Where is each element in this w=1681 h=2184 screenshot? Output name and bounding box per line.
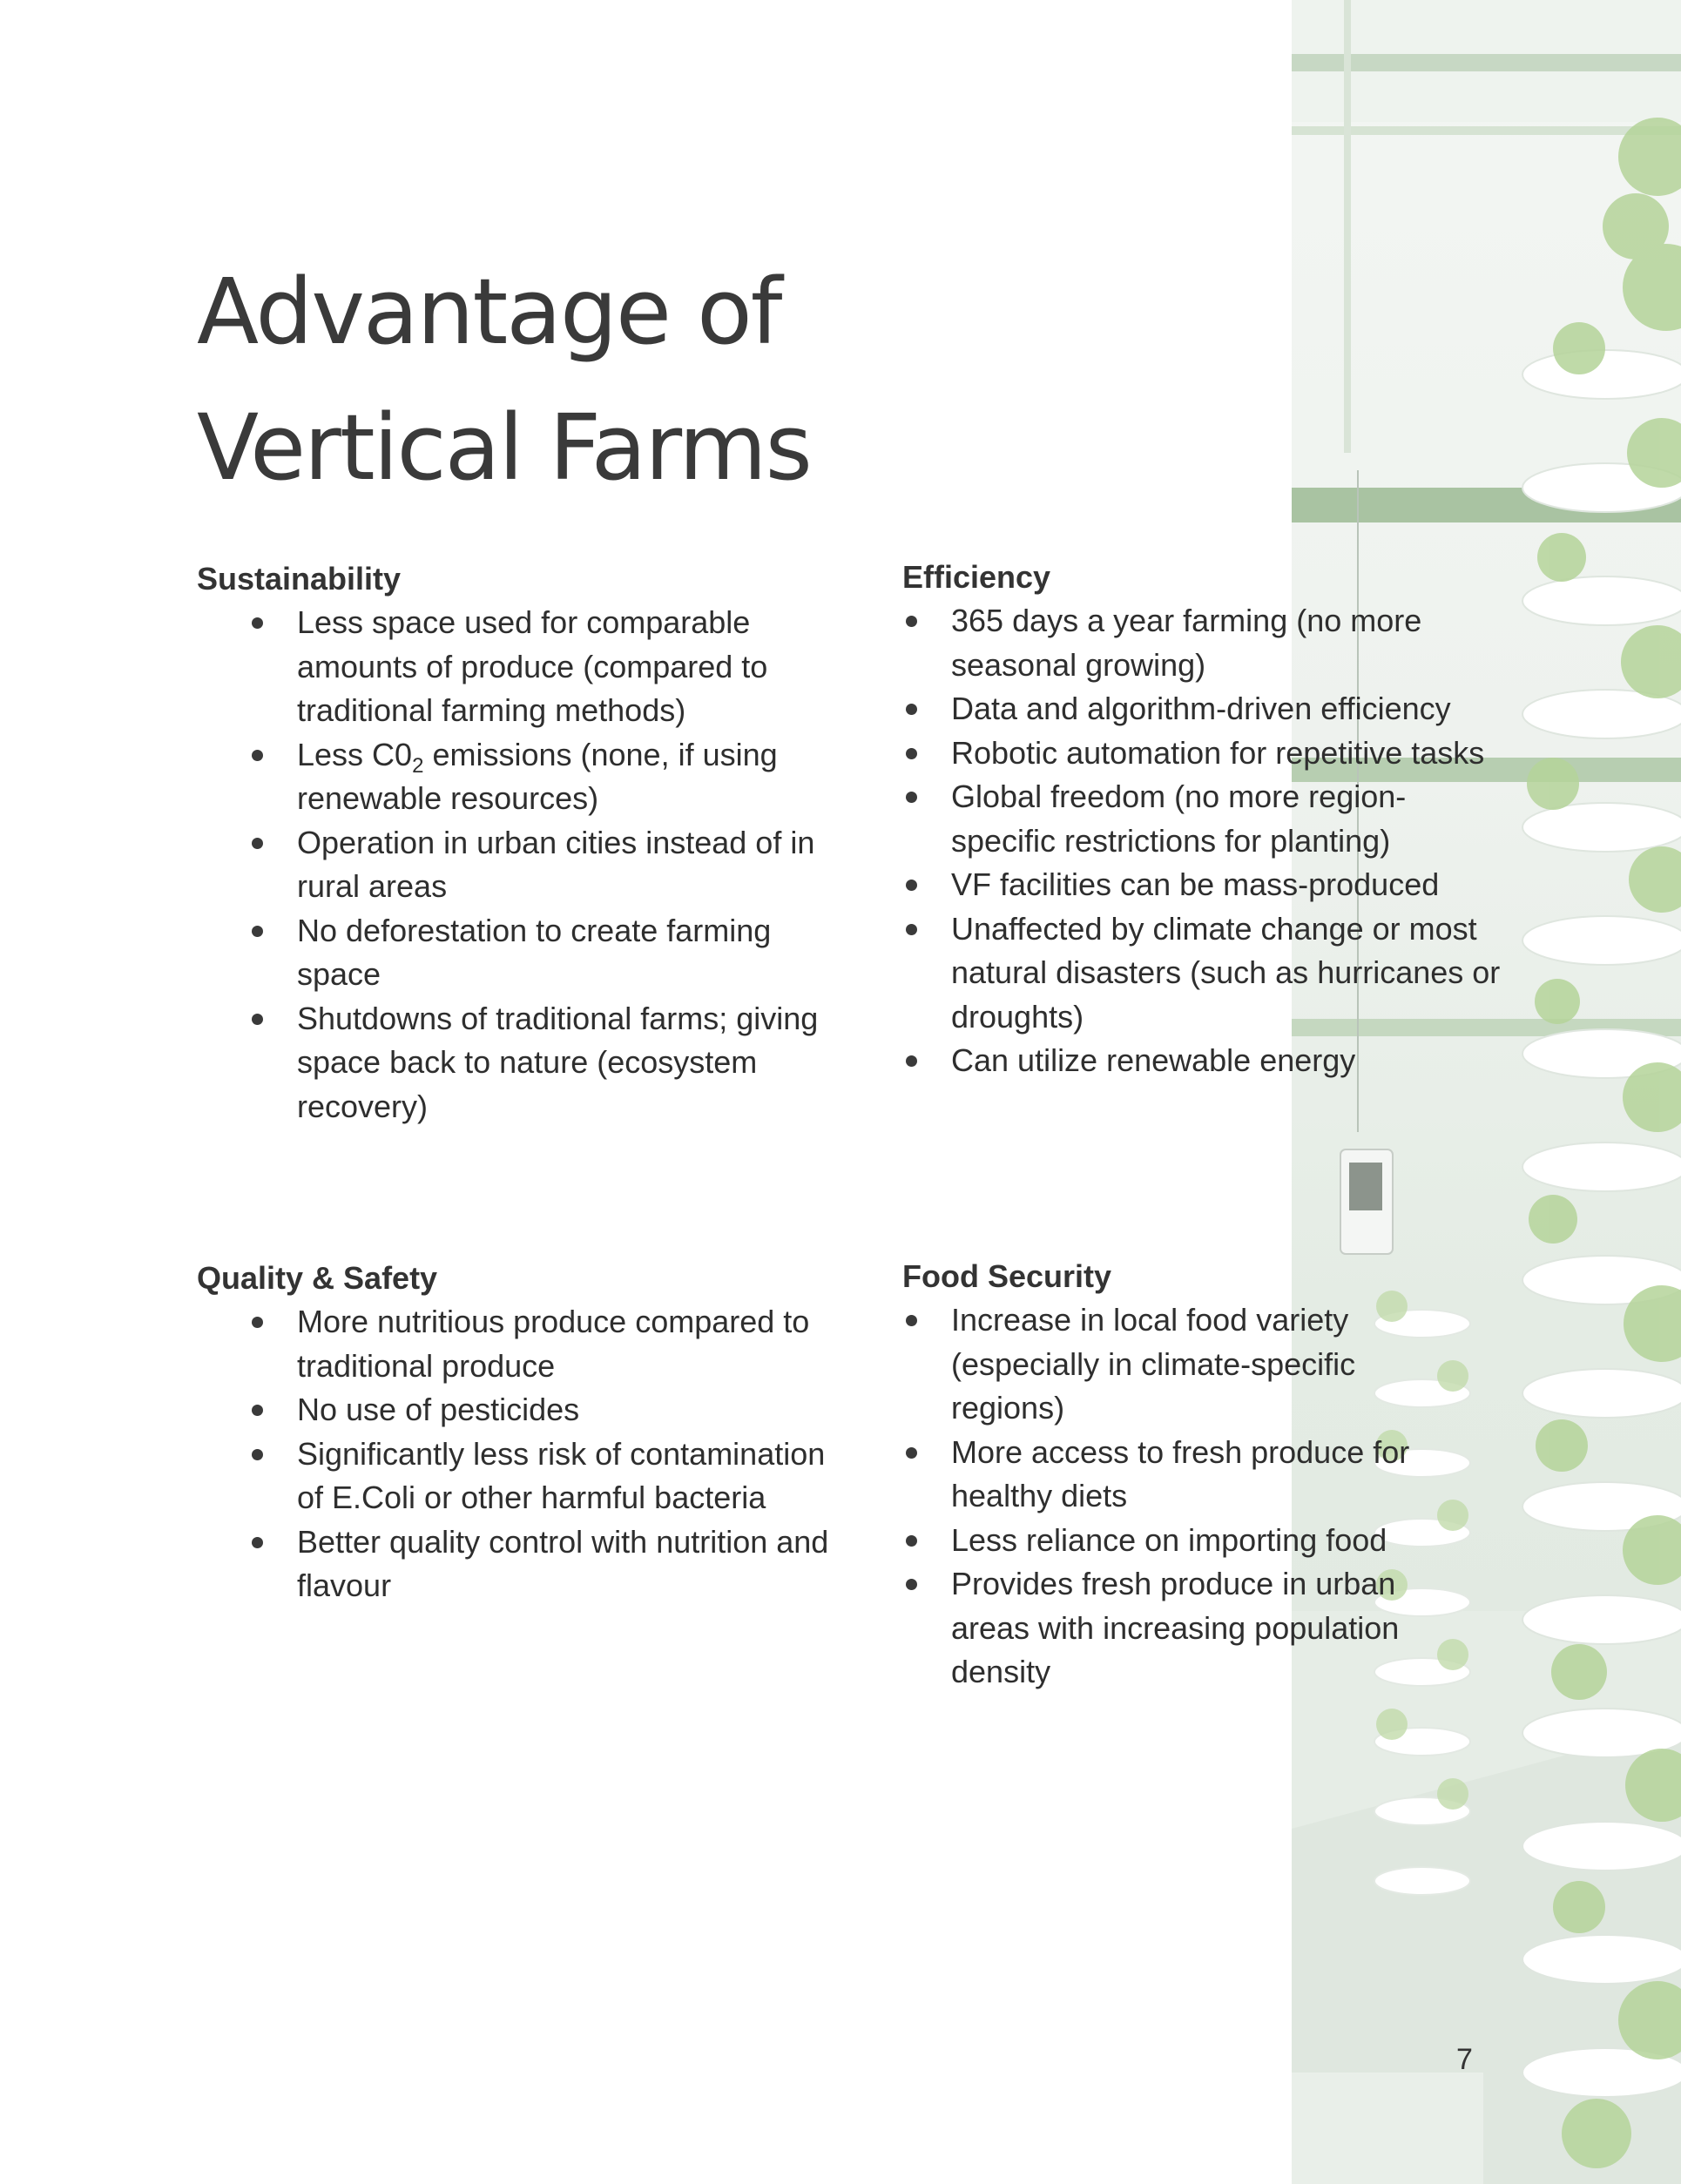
list-item: Significantly less risk of contamination of E.Coli or other harmful bacteria — [197, 1432, 859, 1520]
list-item: 365 days a year farming (no more seasonal growing) — [902, 599, 1503, 687]
bullet-list — [197, 601, 859, 1129]
food-security-section — [902, 1255, 1460, 1695]
bullet-icon — [252, 750, 263, 761]
bullet-icon — [906, 616, 917, 627]
bullet-icon — [252, 1014, 263, 1025]
bullet-icon — [252, 926, 263, 937]
bullet-icon — [252, 1449, 263, 1460]
bullet-list — [197, 1300, 859, 1608]
list-item: Can utilize renewable energy — [902, 1039, 1503, 1083]
list-item: Provides fresh produce in urban areas with increasing population density — [902, 1562, 1460, 1695]
bullet-icon — [252, 617, 263, 629]
list-item: Robotic automation for repetitive tasks — [902, 731, 1503, 776]
bullet-icon — [906, 1315, 917, 1326]
list-item: More nutritious produce compared to traditional produce — [197, 1300, 859, 1388]
list-item: Less space used for comparable amounts of produce (compared to traditional farming methods) — [197, 601, 859, 733]
bullet-icon — [906, 1447, 917, 1459]
bullet-icon — [906, 792, 917, 803]
list-item: VF facilities can be mass-produced — [902, 863, 1503, 907]
list-item: No use of pesticides — [197, 1388, 859, 1432]
title-line-2: Vertical Farms — [197, 394, 811, 501]
bullet-icon — [252, 1405, 263, 1416]
list-item: Operation in urban cities instead of in rural areas — [197, 821, 859, 909]
list-item: No deforestation to create farming space — [197, 909, 859, 997]
vertical-farm-illustration — [1292, 0, 1681, 2184]
list-item: Less $C0_2$ emissions (none, if using renewable resources) — [197, 733, 859, 821]
list-item: Unaffected by climate change or most natural disasters (such as hurricanes or droughts) — [902, 907, 1503, 1040]
sustainability-section — [197, 557, 859, 1129]
list-item: Data and algorithm-driven efficiency — [902, 687, 1503, 731]
section-heading: Quality & Safety — [197, 1260, 438, 1296]
bullet-icon — [252, 1317, 263, 1328]
bullet-icon — [252, 1537, 263, 1548]
subscript: 2 — [412, 753, 424, 778]
bullet-icon — [906, 880, 917, 891]
page-number: 7 — [1456, 2043, 1473, 2076]
bullet-icon — [906, 924, 917, 935]
efficiency-section — [902, 556, 1503, 1083]
bullet-list — [902, 599, 1503, 1083]
list-item: Less reliance on importing food — [902, 1519, 1460, 1563]
list-item: Better quality control with nutrition and flavour — [197, 1520, 859, 1608]
page-title — [197, 244, 811, 516]
section-heading: Sustainability — [197, 561, 402, 597]
quality-safety-section — [197, 1257, 859, 1608]
title-line-1: Advantage of — [197, 259, 781, 365]
list-item: Global freedom (no more region-specific restrictions for planting) — [902, 775, 1503, 863]
bullet-icon — [906, 1055, 917, 1067]
bullet-icon — [906, 1579, 917, 1590]
vertical-farm-photo — [1292, 0, 1681, 2184]
bullet-icon — [906, 1535, 917, 1547]
bullet-icon — [906, 748, 917, 759]
list-item: Increase in local food variety (especially in climate-specific regions) — [902, 1298, 1460, 1431]
section-heading: Food Security — [902, 1258, 1112, 1294]
list-item: Shutdowns of traditional farms; giving space back to nature (ecosystem recovery) — [197, 997, 859, 1129]
bullet-list — [902, 1298, 1460, 1695]
bullet-icon — [906, 704, 917, 715]
section-heading: Efficiency — [902, 559, 1051, 595]
list-item: More access to fresh produce for healthy diets — [902, 1431, 1460, 1519]
bullet-icon — [252, 838, 263, 849]
